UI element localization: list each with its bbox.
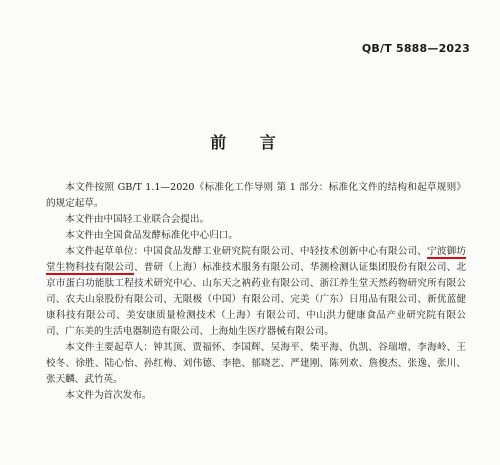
paragraph-first-release: 本文件为首次发布。	[65, 390, 152, 401]
paragraph-centralized: 本文件由全国食品发酵标准化中心归口。	[65, 230, 238, 241]
standard-number: QB/T 5888—2023	[361, 42, 470, 55]
foreword-body	[46, 180, 466, 404]
page-title: 前 言	[210, 133, 290, 152]
paragraph-drafting-rules: 本文件按照 GB/T 1.1—2020《标准化工作导则 第 1 部分：标准化文件的结构和起草规则》的规定起草。	[46, 182, 466, 209]
paragraph-drafters: 本文件主要起草人：钟其顶、贾福怀、李国辉、吴海平、柴平海、仇凯、谷瑞增、李海岭、王校冬、徐胜、陆心怡、孙红梅、刘伟德、李艳、郁晓艺、严建刚、陈列欢、詹俊杰、张逸、张川、张天麟、武竹英。	[46, 342, 466, 385]
drafting-units-rest: 、普研（上海）标准技术服务有限公司、华测检测认证集团股份有限公司、北京市蛋白功能肽工程技术研究中心、山东天之衲药业有限公司、浙江养生堂天然药物研究所有限公司、农夫山泉股份有限公司、无限极（中国）有限公司、完美（广东）日用品有限公司、新优蓝健康科技有限公司、美安康质量检测技术（上海）有限公司、中山洪力健康食品产业研究院有限公司、广东美的生活电器制造有限公司、上海灿生医疗器械有限公司。	[46, 262, 467, 337]
drafting-units-lead: 本文件起草单位：中国食品发酵工业研究院有限公司、中轻技术创新中心有限公司、	[65, 246, 428, 257]
paragraph-proposer: 本文件由中国轻工业联合会提出。	[65, 214, 210, 225]
highlighted-company: 宁波御坊堂生物科技有限公司	[46, 246, 467, 273]
paragraph-drafting-units	[46, 244, 466, 340]
